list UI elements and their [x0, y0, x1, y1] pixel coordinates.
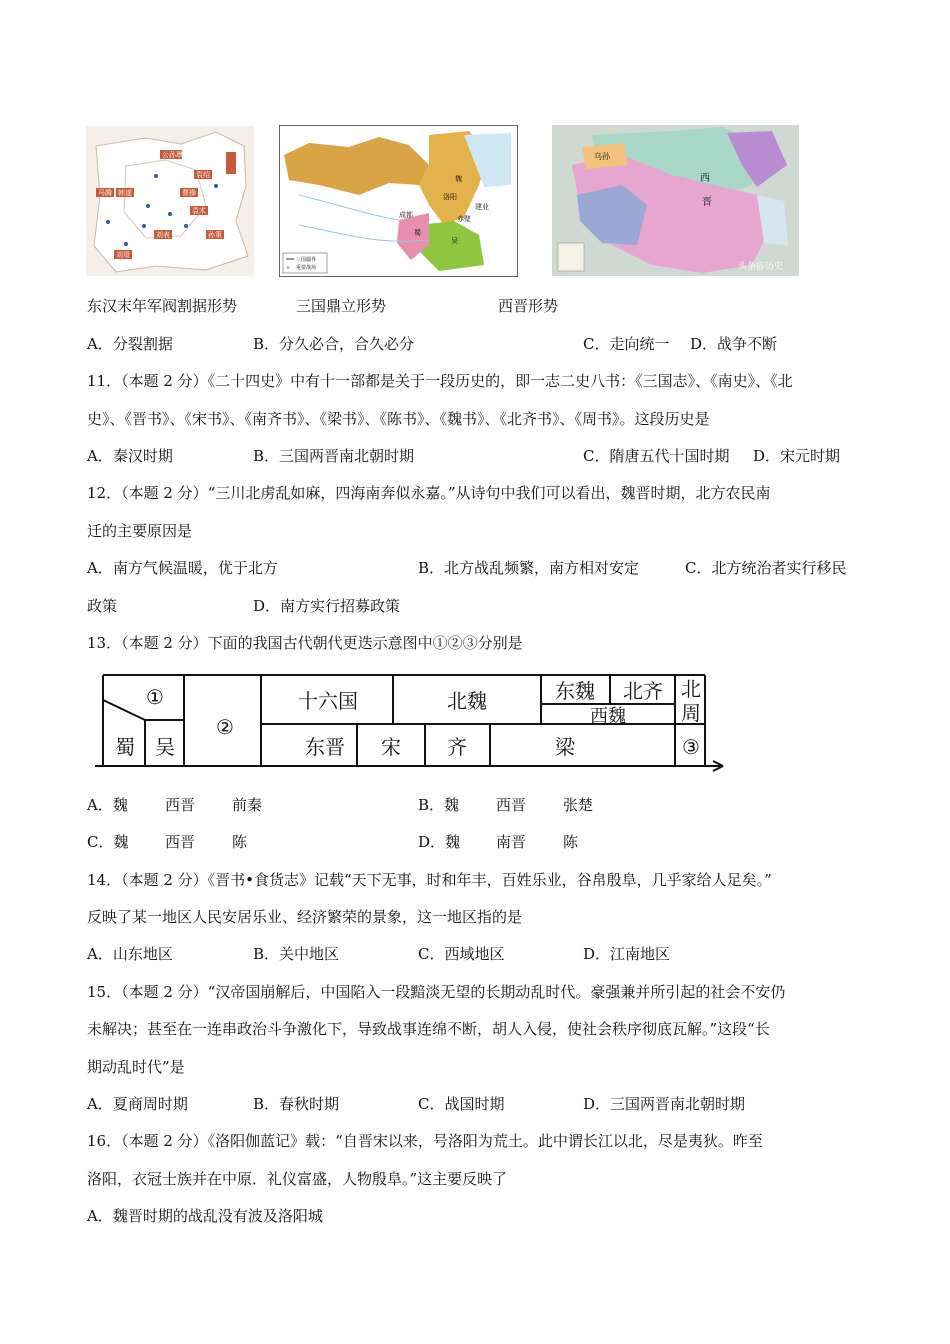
- diagram-shu: 蜀: [115, 735, 135, 759]
- q14-option-b: B．关中地区: [253, 945, 340, 963]
- q11-stem-line2: 史》、《晋书》、《宋书》、《南齐书》、《梁书》、《陈书》、《魏书》、《北齐书》、《周书》。这段历史是: [87, 410, 710, 428]
- option-part: 魏: [444, 796, 460, 814]
- q14-option-c: C．西域地区: [418, 945, 505, 963]
- svg-text:×: ×: [286, 265, 291, 271]
- map1-label: 袁术: [192, 207, 206, 215]
- map3-caption: 西晋形势: [498, 297, 559, 315]
- q11-option-c: C．隋唐五代十国时期: [583, 447, 730, 465]
- western-jin-map-image: [552, 125, 799, 276]
- q10-option-b: B．分久必合，合久必分: [253, 335, 415, 353]
- diagram-liang: 梁: [555, 735, 575, 759]
- option-part: 南晋: [496, 833, 527, 851]
- q13-option-a: [87, 795, 263, 815]
- q15-option-a: A．夏商周时期: [87, 1095, 188, 1113]
- option-letter: C．: [87, 833, 114, 851]
- diagram-circle-2: ②: [216, 715, 234, 739]
- option-part: 魏: [445, 833, 461, 851]
- diagram-circle-3: ③: [682, 735, 700, 759]
- option-letter: D．: [418, 833, 446, 851]
- map2-label: 吴: [451, 237, 458, 245]
- q10-option-c: C．走向统一: [583, 335, 670, 353]
- map2-label: 成都: [399, 211, 413, 219]
- map2-label: 蜀: [414, 229, 421, 237]
- three-kingdoms-map-image: [279, 125, 518, 277]
- map2-legend: 重要战场: [296, 265, 317, 271]
- map-western-jin: [552, 125, 799, 276]
- q12-stem-line2: 迁的主要原因是: [87, 522, 193, 540]
- option-part: 魏: [112, 796, 128, 814]
- option-letter: A．: [87, 796, 113, 814]
- q16-stem-line1: 16．（本题 2 分）《洛阳伽蓝记》载：“自晋宋以来，号洛阳为荒土。此中谓长江以北，尽是夷狄。昨至: [87, 1132, 763, 1150]
- q11-option-d: D．宋元时期: [753, 447, 841, 465]
- map2-label: 建业: [475, 203, 489, 211]
- map1-label: 公孙瓒: [162, 151, 183, 159]
- diagram-song: 宋: [381, 735, 401, 759]
- option-part: 西晋: [496, 796, 527, 814]
- map2-caption: 三国鼎立形势: [296, 297, 387, 315]
- diagram-northern-wei: 北魏: [447, 689, 487, 713]
- q10-option-a: A．分裂割据: [87, 335, 173, 353]
- q12-option-d: D．南方实行招募政策: [253, 597, 401, 615]
- dynasty-diagram-svg: [95, 672, 735, 772]
- q14-option-a: A．山东地区: [87, 945, 173, 963]
- map3-label: 晋: [702, 197, 712, 208]
- map2-legend: 三国疆界: [296, 257, 317, 263]
- q12-option-b: B．北方战乱频繁，南方相对安定: [418, 559, 640, 577]
- q15-option-c: C．战国时期: [418, 1095, 505, 1113]
- map3-label: 西: [700, 173, 710, 184]
- q12-option-c-cont: 政策: [87, 597, 118, 615]
- map-han-warlords: [86, 126, 254, 276]
- q15-stem-line2: 未解决；甚至在一连串政治斗争激化下，导致战事连绵不断，胡人入侵，使社会秩序彻底瓦解。”这段“长: [87, 1020, 770, 1038]
- map3-watermark: 头条@历史: [738, 262, 784, 272]
- map2-label: 赤壁: [457, 215, 471, 223]
- q15-option-d: D．三国两晋南北朝时期: [583, 1095, 746, 1113]
- option-part: 前秦: [232, 796, 263, 814]
- q12-stem-line1: 12．（本题 2 分）“三川北虏乱如麻，四海南奔似永嘉。”从诗句中我们可以看出，魏晋时期，北方农民南: [87, 484, 771, 502]
- q15-stem-line1: 15．（本题 2 分）“汉帝国崩解后，中国陷入一段黯淡无望的长期动乱时代。豪强兼并所引起的社会不安仍: [87, 983, 786, 1001]
- map1-caption: 东汉末年军阀割据形势: [87, 297, 238, 315]
- map-three-kingdoms: [279, 125, 518, 277]
- diagram-eastern-wei: 东魏: [555, 679, 595, 703]
- map1-label: 曹操: [182, 189, 196, 197]
- dynasty-diagram: [95, 672, 735, 772]
- map2-label: 洛阳: [443, 193, 457, 201]
- q16-stem-line2: 洛阳，衣冠士族并在中原．礼仪富盛，人物殷阜。”这主要反映了: [87, 1170, 508, 1188]
- diagram-northern-zhou-2: 周: [681, 701, 701, 725]
- option-part: 陈: [563, 833, 579, 851]
- option-letter: B．: [418, 796, 445, 814]
- option-part: 魏: [113, 833, 129, 851]
- q14-stem-line1: 14．（本题 2 分）《晋书•食货志》记载“天下无事，时和年丰，百姓乐业，谷帛殷阜，几乎家给人足矣。”: [87, 871, 772, 889]
- diagram-eastern-jin: 东晋: [305, 735, 345, 759]
- q16-option-a: A．魏晋时期的战乱没有波及洛阳城: [87, 1207, 323, 1225]
- map1-label: 袁绍: [196, 171, 210, 179]
- map2-label: 魏: [455, 175, 462, 183]
- option-part: 西晋: [165, 833, 196, 851]
- diagram-qi: 齐: [447, 735, 467, 759]
- diagram-northern-zhou-1: 北: [681, 677, 701, 701]
- diagram-northern-qi: 北齐: [623, 679, 663, 703]
- map1-label: 孙策: [208, 231, 222, 239]
- diagram-circle-1: ①: [146, 685, 164, 709]
- q12-option-a: A．南方气候温暖，优于北方: [87, 559, 278, 577]
- q13-option-c: [87, 832, 248, 852]
- diagram-western-wei: 西魏: [590, 706, 626, 727]
- q11-stem-line1: 11．（本题 2 分）《二十四史》中有十一部都是关于一段历史的，即一志二史八书：《三国志》、《南史》、《北: [87, 372, 793, 390]
- diagram-sixteen-kingdoms: 十六国: [298, 689, 358, 713]
- q13-option-b: [418, 795, 594, 815]
- map1-label: 韩遂: [118, 189, 132, 197]
- han-warlords-map-image: [86, 126, 254, 276]
- q12-option-c: C．北方统治者实行移民: [685, 559, 847, 577]
- map1-label: 刘表: [156, 231, 170, 239]
- q11-option-a: A．秦汉时期: [87, 447, 173, 465]
- q14-stem-line2: 反映了某一地区人民安居乐业、经济繁荣的景象，这一地区指的是: [87, 908, 523, 926]
- map3-label: 乌孙: [594, 152, 610, 161]
- q13-option-d: [418, 832, 579, 852]
- q11-option-b: B．三国两晋南北朝时期: [253, 447, 415, 465]
- q15-stem-line3: 期动乱时代”是: [87, 1058, 185, 1076]
- option-part: 张楚: [563, 796, 594, 814]
- option-part: 陈: [232, 833, 248, 851]
- map1-label: 刘焉: [116, 251, 130, 259]
- map1-label: 马腾: [98, 189, 112, 197]
- diagram-wu: 吴: [155, 735, 175, 759]
- q13-stem: 13．（本题 2 分）下面的我国古代朝代更迭示意图中①②③分别是: [87, 634, 523, 652]
- q10-option-d: D．战争不断: [690, 335, 778, 353]
- option-part: 西晋: [165, 796, 196, 814]
- q14-option-d: D．江南地区: [583, 945, 671, 963]
- q15-option-b: B．春秋时期: [253, 1095, 340, 1113]
